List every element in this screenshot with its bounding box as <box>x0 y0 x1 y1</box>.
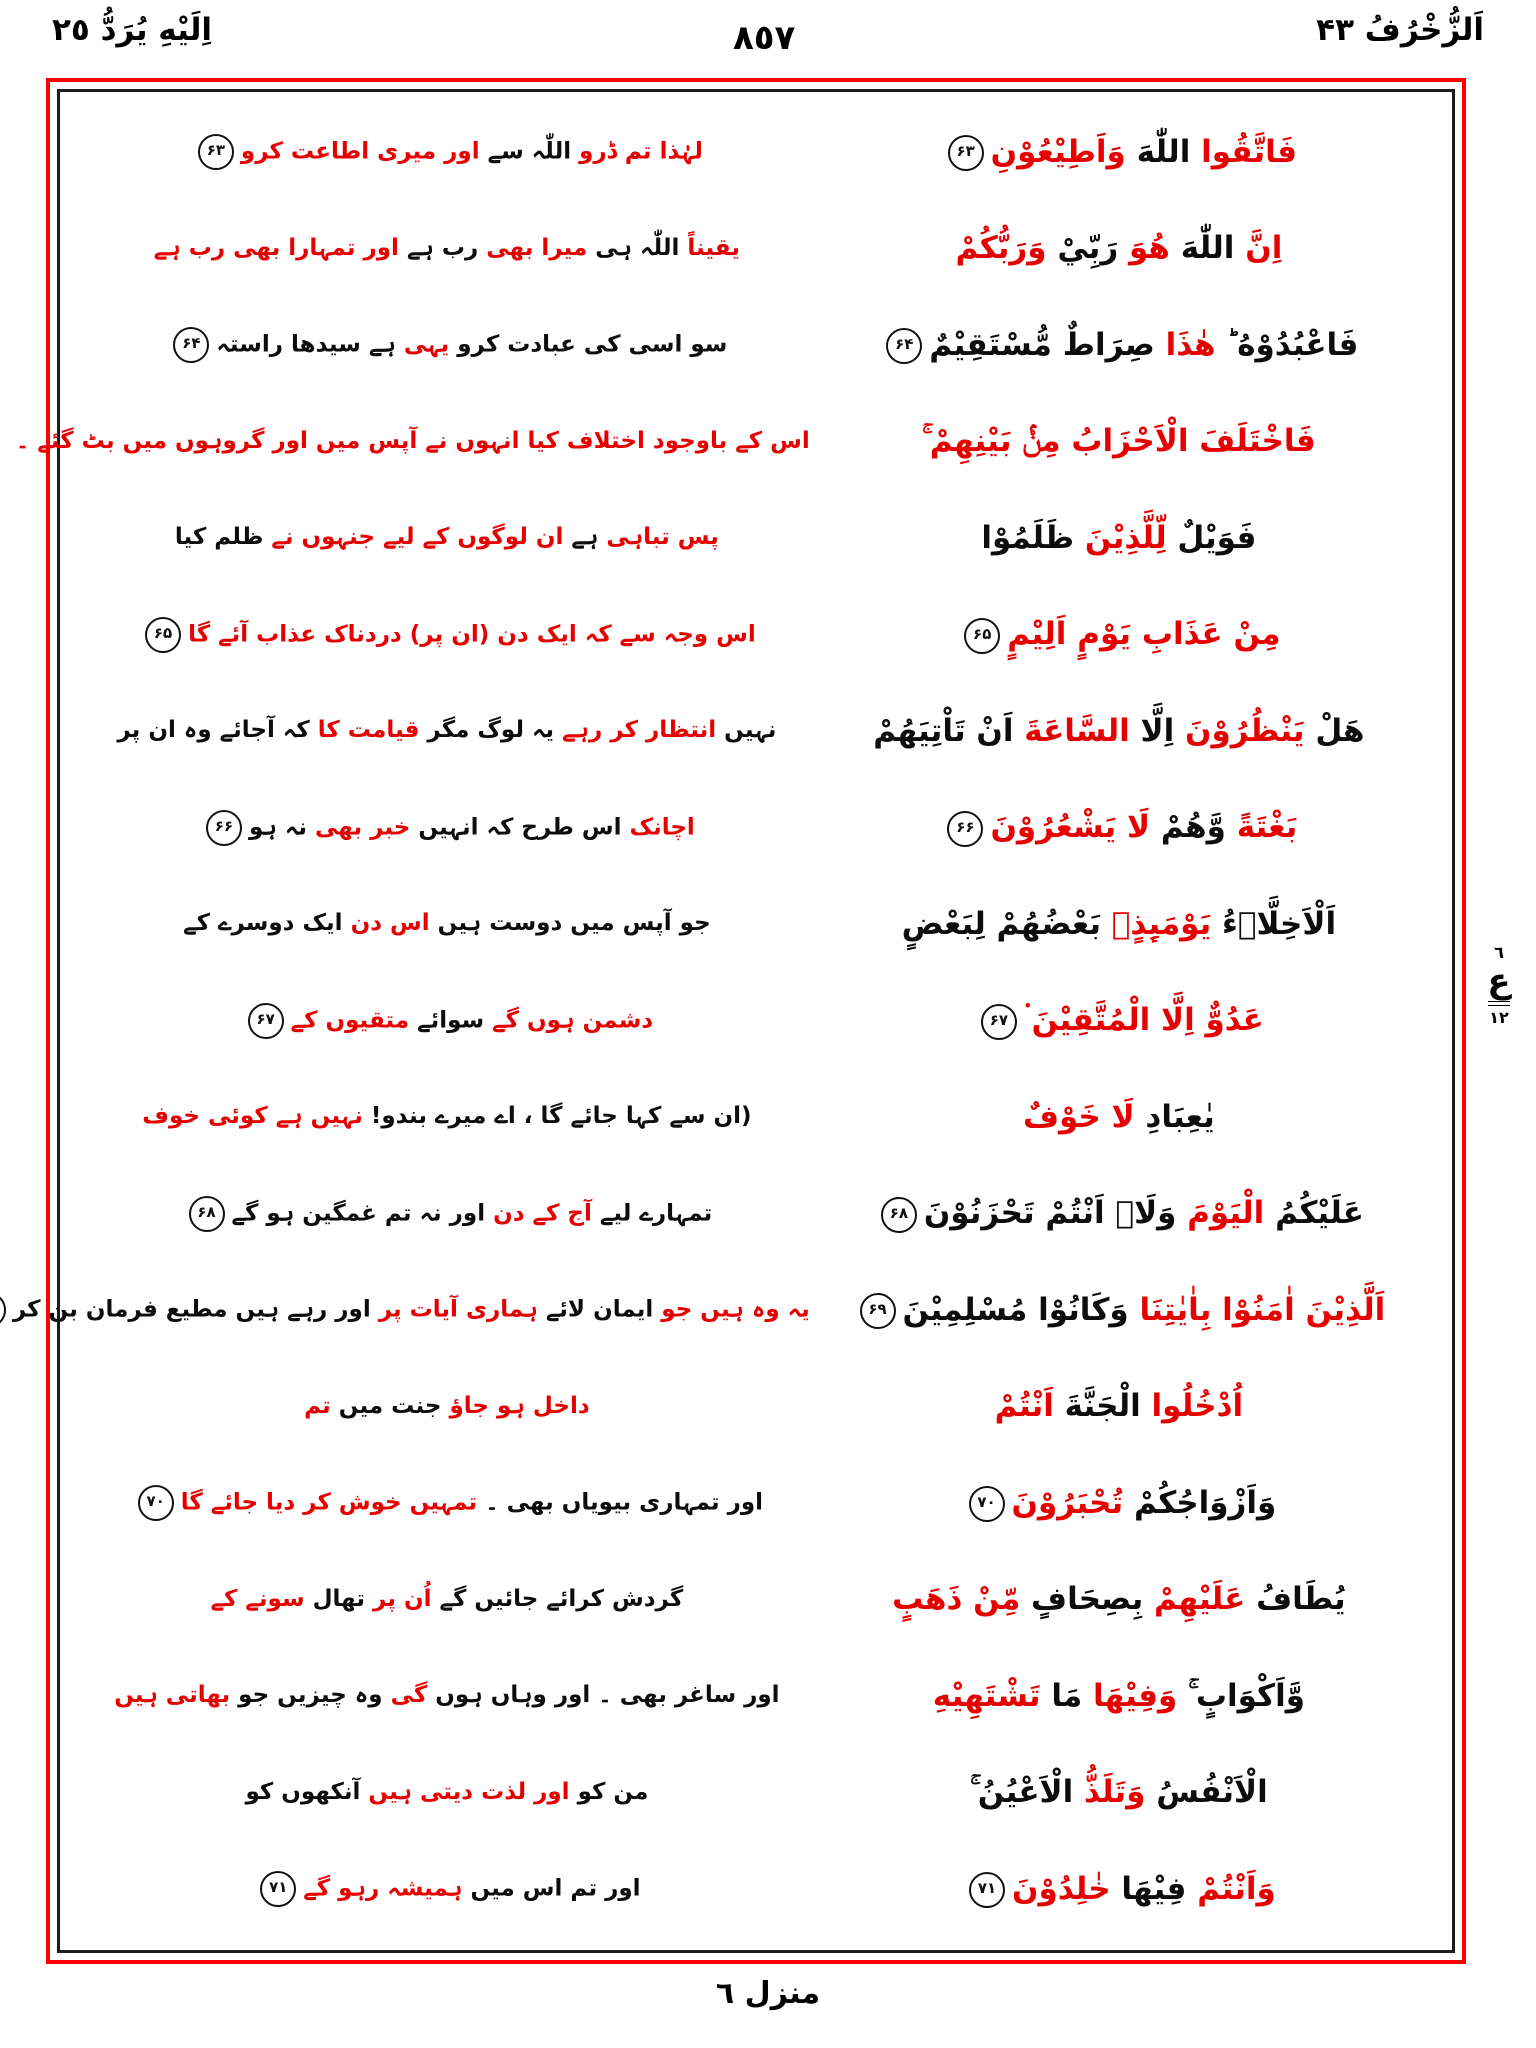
urdu-translation-line <box>84 1196 810 1232</box>
ayah-row <box>84 297 1428 394</box>
urdu-text-segment: اس کے باوجود اختلاف کیا انہوں نے آپس میں اور گروہوں میں بٹ گئے ۔ <box>15 427 810 454</box>
arabic-text-segment: الْاَعْيُنُ ۚ <box>970 1774 1074 1811</box>
inner-black-frame <box>12 89 1455 1953</box>
ayah-row <box>84 1552 1428 1649</box>
urdu-text-segment: مطیع فرمان بن کر <box>12 1296 228 1323</box>
ayah-row <box>12 1262 1428 1359</box>
ayah-row <box>84 1455 1428 1552</box>
urdu-text-segment: اس وجہ سے کہ ایک دن (ان پر) دردناک عذاب آئے گا <box>188 621 756 648</box>
urdu-text-segment: جو آپس میں دوست ہیں <box>429 910 711 937</box>
ayah-row <box>84 104 1428 201</box>
ruku-marker <box>1466 944 1532 1027</box>
urdu-text-segment: آنکھوں کو <box>245 1778 361 1805</box>
urdu-translation-line <box>84 909 810 939</box>
juz-name: اِلَيْهِ يُرَدُّ ٢٥ <box>52 12 212 48</box>
urdu-text-segment: وہ چیزیں جو <box>230 1682 383 1709</box>
surah-name: اَلزُّخْرُفُ ۴۳ <box>1316 12 1484 48</box>
arabic-line <box>810 615 1428 654</box>
urdu-text-segment: اچانک <box>621 814 695 841</box>
arabic-text-segment: رَبِّيْ <box>1046 230 1119 267</box>
arabic-line <box>810 1098 1428 1137</box>
arabic-text-segment: اِلَّا <box>1129 712 1175 749</box>
arabic-text-segment: صِرَاطٌ مُّسْتَقِيْمٌ <box>929 326 1155 363</box>
arabic-line <box>810 133 1428 172</box>
ayah-number-badge: ۶۶ <box>206 810 242 846</box>
arabic-text-segment: هُوَ <box>1118 230 1170 267</box>
arabic-line <box>810 422 1428 461</box>
urdu-text-segment: اور نہ تم غمگین ہو گے <box>231 1200 486 1227</box>
urdu-text-segment: اور رہے ہیں <box>227 1296 371 1323</box>
arabic-text-segment: الْاَنْفُسُ <box>1145 1774 1268 1811</box>
arabic-text-segment: هٰذَا <box>1154 326 1216 363</box>
arabic-text-segment: وَاَزْوَاجُكُمْ <box>1123 1484 1277 1521</box>
arabic-line <box>810 1291 1428 1330</box>
arabic-text-segment: اللّٰهَ <box>1125 133 1191 170</box>
outer-red-frame <box>12 78 1466 1964</box>
ayah-row <box>84 490 1428 587</box>
ayah-number-badge: ۶۷ <box>981 1004 1017 1040</box>
manzil-label: منزل ٦ <box>715 1976 821 2011</box>
arabic-line <box>810 1773 1428 1812</box>
urdu-text-segment: اس دن <box>342 910 430 937</box>
ayah-number-badge: ۶۳ <box>198 134 234 170</box>
arabic-text-segment: يٰعِبَادِ <box>1134 1098 1215 1135</box>
arabic-line <box>810 1001 1428 1040</box>
urdu-text-segment: جنت میں <box>330 1392 442 1419</box>
arabic-text-segment: اللّٰهَ <box>1169 230 1235 267</box>
urdu-text-segment: گردش کرائے جائیں گے <box>431 1585 684 1612</box>
arabic-text-segment: عَدُوٌّ اِلَّا الْمُتَّقِيْنَ ۬ <box>1023 1002 1264 1039</box>
arabic-text-segment: الْجَنَّةَ <box>1053 1388 1141 1425</box>
urdu-text-segment: یہ وہ ہیں جو <box>653 1296 810 1323</box>
arabic-text-segment: اُدْخُلُوا <box>1140 1388 1244 1425</box>
arabic-line <box>810 1580 1428 1619</box>
arabic-text-segment: اَلْاَخِلَّاۤءُ <box>1211 905 1337 942</box>
ayah-row <box>84 201 1428 298</box>
urdu-translation-line <box>84 617 810 653</box>
ayah-row <box>84 1166 1428 1263</box>
ayah-number-badge: ۶۹ <box>860 1293 896 1329</box>
arabic-text-segment: بَغْتَةً <box>1225 809 1298 846</box>
urdu-text-segment: ہمیشہ رہو گے <box>303 1875 463 1902</box>
urdu-text-segment: متقیوں کے <box>290 1007 410 1034</box>
urdu-translation-line <box>16 427 810 457</box>
arabic-text-segment: اَنْ تَاْتِيَهُمْ <box>873 712 1014 749</box>
urdu-text-segment: سیدھا راستہ <box>216 331 361 358</box>
arabic-text-segment: اَلَّذِيْنَ اٰمَنُوْا بِاٰيٰتِنَا <box>1128 1291 1386 1328</box>
urdu-text-segment: اور تمہارا بھی رب ہے <box>153 234 399 261</box>
urdu-text-segment: ہے <box>360 331 396 358</box>
urdu-text-segment: لہٰذا تم ڈرو <box>571 138 703 165</box>
arabic-text-segment: مِنْ عَذَابِ يَوْمٍ اَلِيْمٍ <box>1007 616 1281 653</box>
arabic-text-segment: وَلَاۤ اَنْتُمْ تَحْزَنُوْنَ <box>923 1195 1177 1232</box>
urdu-text-segment: یہی <box>395 331 450 358</box>
urdu-text-segment: اور تمہاری بیویاں بھی ۔ <box>477 1489 764 1516</box>
arabic-text-segment: السَّاعَةَ <box>1013 712 1130 749</box>
arabic-text-segment: عَلَيْهِمْ <box>1143 1581 1246 1618</box>
ayah-number-badge: ۷۰ <box>969 1486 1005 1522</box>
ayah-row <box>84 683 1428 780</box>
urdu-text-segment: اور تم اس میں <box>462 1875 641 1902</box>
ayah-row <box>84 1841 1428 1938</box>
urdu-text-segment: ان لوگوں کے لیے جنہوں نے <box>263 524 564 551</box>
urdu-translation-line <box>84 1003 810 1039</box>
arabic-text-segment: وَاَنْتُمْ <box>1186 1870 1276 1907</box>
urdu-text-segment: تم <box>304 1392 331 1419</box>
ayah-row <box>84 1648 1428 1745</box>
ayah-row <box>84 1359 1428 1456</box>
arabic-line <box>810 1677 1428 1716</box>
arabic-text-segment: وَاَطِيْعُوْنِ <box>990 133 1126 170</box>
urdu-translation-line <box>84 716 810 746</box>
ayah-number-badge: ۶۳ <box>948 135 984 171</box>
arabic-text-segment: تُحْبَرُوْنَ <box>1011 1484 1124 1521</box>
arabic-text-segment: يَنْظُرُوْنَ <box>1174 712 1305 749</box>
urdu-text-segment: (ان سے کہا جائے گا ، اے میرے بندو! <box>362 1103 752 1130</box>
ruku-bottom-number: ١٢ <box>1489 1008 1509 1027</box>
urdu-translation-line <box>84 1485 810 1521</box>
urdu-text-segment: پس تباہی <box>598 524 719 551</box>
ayah-number-badge: ۶۶ <box>947 811 983 847</box>
arabic-text-segment: لَا يَشْعُرُوْنَ <box>990 809 1151 846</box>
arabic-text-segment: فَوَيْلٌ <box>1166 519 1257 556</box>
ayah-number-badge: ۷۱ <box>260 1871 296 1907</box>
arabic-text-segment: وَّهُمْ <box>1150 809 1226 846</box>
ayah-number-badge: ۶۸ <box>881 1197 917 1233</box>
arabic-text-segment: يَوْمَىِٕذٍۭ <box>1101 905 1212 942</box>
urdu-translation-line <box>84 234 810 264</box>
page-header <box>52 12 1484 72</box>
arabic-text-segment: خٰلِدُوْنَ <box>1011 1870 1111 1907</box>
ayah-number-badge: ۶۵ <box>145 617 181 653</box>
urdu-text-segment: ایک دوسرے کے <box>183 910 343 937</box>
urdu-text-segment: داخل ہو جاؤ <box>441 1392 590 1419</box>
page-number: ٨٥٧ <box>732 18 796 58</box>
urdu-text-segment: بھاتی ہیں <box>114 1682 231 1709</box>
arabic-text-segment: فَاخْتَلَفَ الْاَحْزَابُ مِنْۢ بَيْنِهِمْ ۚ <box>921 423 1316 460</box>
arabic-text-segment: تَشْتَهِيْهِ <box>932 1677 1041 1714</box>
urdu-translation-line <box>84 134 810 170</box>
urdu-text-segment: اور ساغر بھی ۔ اور وہاں ہوں <box>427 1682 780 1709</box>
ayah-row <box>84 876 1428 973</box>
urdu-text-segment: ایمان لائے <box>537 1296 654 1323</box>
ruku-top-number: ٦ <box>1494 943 1504 962</box>
arabic-text-segment: عَلَيْكُمُ <box>1264 1195 1364 1232</box>
arabic-text-segment: الْيَوْمَ <box>1176 1195 1265 1232</box>
arabic-line <box>810 229 1428 268</box>
ayah-row <box>84 1069 1428 1166</box>
urdu-text-segment: یقیناً <box>679 234 740 261</box>
arabic-text-segment: مَا <box>1040 1677 1083 1714</box>
arabic-text-segment: اِنَّ <box>1234 230 1283 267</box>
urdu-text-segment: اللّٰہ سے <box>479 138 572 165</box>
urdu-text-segment: اس طرح کہ انہیں <box>410 814 622 841</box>
urdu-text-segment: رب ہے <box>398 234 479 261</box>
urdu-text-segment: سو اسی کی عبادت کرو <box>449 331 728 358</box>
urdu-translation-line <box>84 1681 810 1711</box>
urdu-text-segment: نہ ہو <box>248 814 307 841</box>
ayah-number-badge <box>0 1292 6 1328</box>
arabic-line <box>810 1194 1428 1233</box>
urdu-text-segment: تمہیں خوش کر دیا جائے گا <box>180 1489 478 1516</box>
urdu-text-segment: سونے کے <box>210 1585 305 1612</box>
urdu-translation-line <box>0 1292 810 1328</box>
arabic-line <box>810 905 1428 944</box>
urdu-text-segment: خبر بھی <box>306 814 411 841</box>
arabic-line <box>810 1387 1428 1426</box>
arabic-text-segment: اَنْتُمْ <box>994 1388 1054 1425</box>
arabic-line <box>810 519 1428 558</box>
urdu-translation-line <box>84 523 810 553</box>
arabic-line <box>810 712 1428 751</box>
urdu-translation-line <box>84 1102 810 1132</box>
urdu-text-segment: ظلم کیا <box>174 524 264 551</box>
ruku-divider <box>1488 1001 1510 1006</box>
arabic-text-segment: ظَلَمُوْا <box>981 519 1075 556</box>
urdu-text-segment: میرا بھی <box>478 234 588 261</box>
ayah-row <box>84 973 1428 1070</box>
urdu-text-segment: اللّٰہ ہی <box>587 234 680 261</box>
urdu-text-segment: قیامت کا <box>309 717 420 744</box>
arabic-line <box>810 808 1428 847</box>
ayah-number-badge: ۷۰ <box>138 1485 174 1521</box>
ayah-row <box>84 587 1428 684</box>
ayah-row <box>84 780 1428 877</box>
urdu-translation-line <box>84 1585 810 1615</box>
urdu-translation-line <box>84 1778 810 1808</box>
ayah-rows-container <box>12 92 1452 1950</box>
urdu-text-segment: دشمن ہوں گے <box>484 1007 654 1034</box>
arabic-text-segment: بَعْضُهُمْ لِبَعْضٍ <box>901 905 1102 942</box>
urdu-text-segment: اور لذت دیتی ہیں <box>360 1778 570 1805</box>
ruku-ain-symbol: ع <box>1487 961 1511 1001</box>
arabic-text-segment: يُطَافُ <box>1245 1581 1346 1618</box>
urdu-text-segment: کہ آجائے وہ ان پر <box>117 717 310 744</box>
urdu-text-segment: تھال <box>304 1585 365 1612</box>
arabic-text-segment: فِيْهَا <box>1110 1870 1187 1907</box>
urdu-text-segment: اُن پر <box>365 1585 432 1612</box>
ayah-number-badge: ۶۴ <box>173 327 209 363</box>
arabic-line <box>810 326 1428 365</box>
urdu-translation-line <box>84 327 810 363</box>
urdu-text-segment: سوائے <box>409 1007 485 1034</box>
arabic-text-segment: وَتَلَذُّ <box>1073 1774 1146 1811</box>
ayah-number-badge: ۶۴ <box>886 328 922 364</box>
arabic-text-segment: وَكَانُوْا مُسْلِمِيْنَ <box>902 1291 1129 1328</box>
ayah-row <box>84 1745 1428 1842</box>
ayah-number-badge: ۶۷ <box>248 1003 284 1039</box>
urdu-text-segment: تمہارے لیے <box>591 1200 713 1227</box>
urdu-text-segment: نہیں <box>716 717 777 744</box>
urdu-text-segment: یہ لوگ مگر <box>419 717 555 744</box>
ayah-number-badge: ۶۸ <box>189 1196 225 1232</box>
urdu-translation-line <box>84 810 810 846</box>
urdu-translation-line <box>84 1392 810 1422</box>
ayah-number-badge: ۶۵ <box>964 618 1000 654</box>
arabic-text-segment: فَاتَّقُوا <box>1190 133 1298 170</box>
urdu-translation-line <box>84 1871 810 1907</box>
urdu-text-segment: ہماری آیات پر <box>370 1296 538 1323</box>
urdu-text-segment: اور میری اطاعت کرو <box>240 138 480 165</box>
urdu-text-segment: من کو <box>569 1778 649 1805</box>
arabic-text-segment: هَلْ <box>1304 712 1365 749</box>
urdu-text-segment: ہے <box>563 524 599 551</box>
arabic-line <box>810 1484 1428 1523</box>
arabic-text-segment: وَرَبُّكُمْ <box>955 230 1047 267</box>
arabic-text-segment: لِّلَّذِيْنَ <box>1074 519 1167 556</box>
arabic-text-segment: فَاعْبُدُوْهُ ؕ <box>1215 326 1359 363</box>
arabic-text-segment: وَفِيْهَا <box>1082 1677 1178 1714</box>
urdu-text-segment: انتظار کر رہے <box>554 717 717 744</box>
arabic-text-segment: لَا خَوْفٌ <box>1022 1098 1135 1135</box>
arabic-line <box>810 1870 1428 1909</box>
urdu-text-segment: گی <box>382 1682 428 1709</box>
urdu-text-segment: آج کے دن <box>485 1200 592 1227</box>
arabic-text-segment: بِصِحَافٍ <box>1020 1581 1144 1618</box>
urdu-text-segment: نہیں ہے کوئی خوف <box>142 1103 363 1130</box>
arabic-text-segment: مِّنْ ذَهَبٍ <box>892 1581 1021 1618</box>
arabic-text-segment: وَّاَكْوَابٍ ۚ <box>1177 1677 1305 1714</box>
ayah-row <box>15 394 1428 491</box>
ayah-number-badge: ۷۱ <box>969 1872 1005 1908</box>
